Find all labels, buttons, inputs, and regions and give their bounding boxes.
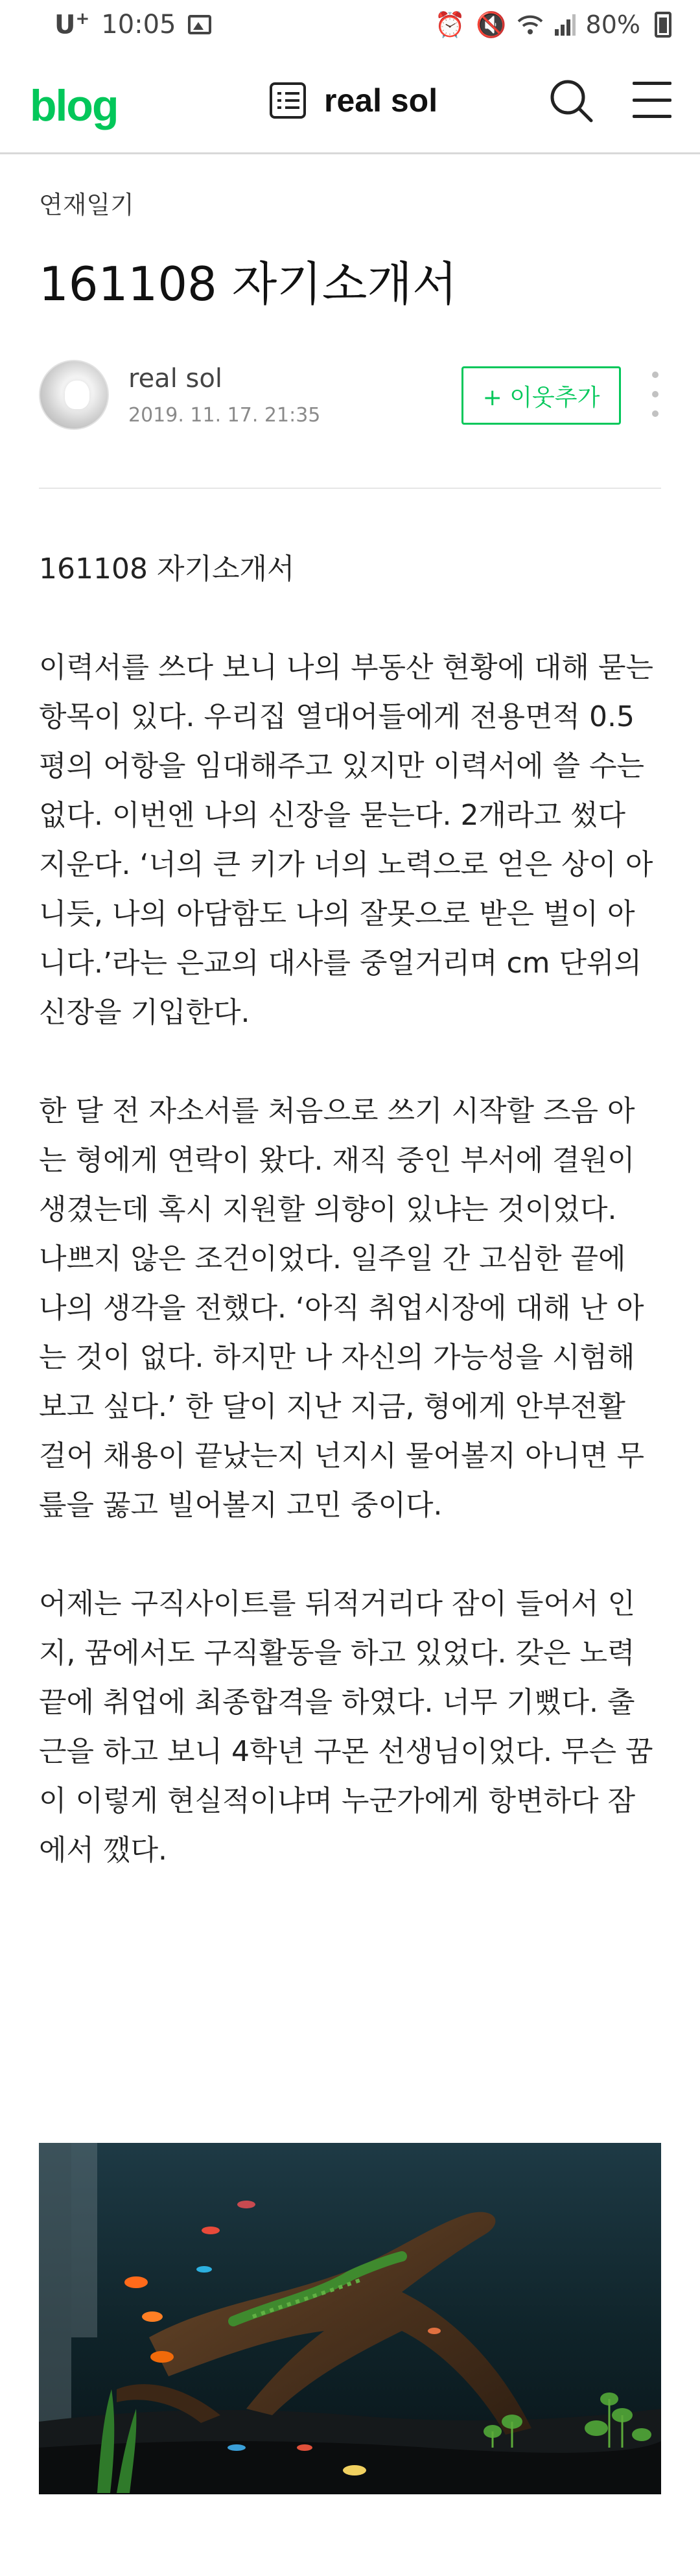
body-line: 지운다. ‘너의 큰 키가 너의 노력으로 얻은 상이 아 bbox=[39, 848, 653, 881]
status-bar bbox=[0, 0, 700, 49]
body-line: 한 달 전 자소서를 처음으로 쓰기 시작할 즈음 아 bbox=[39, 1094, 635, 1128]
signal-icon bbox=[554, 14, 576, 36]
battery-icon bbox=[655, 12, 671, 38]
body-line: 끝에 취업에 최종합격을 하였다. 너무 기뻤다. 출 bbox=[39, 1686, 635, 1719]
body-paragraphs bbox=[39, 643, 666, 1875]
body-line: 지, 꿈에서도 구직활동을 하고 있었다. 갖은 노력 bbox=[39, 1637, 635, 1670]
image-icon bbox=[188, 15, 211, 34]
battery-percent: 80% bbox=[585, 10, 640, 39]
body-line: 보고 싶다.’ 한 달이 지난 지금, 형에게 안부전활 bbox=[39, 1390, 625, 1423]
more-options-icon[interactable] bbox=[651, 372, 660, 417]
body-line: 나의 생각을 전했다. ‘아직 취업시장에 대해 난 아 bbox=[39, 1292, 644, 1325]
body-line: 니다.’라는 은교의 대사를 중얼거리며 cm 단위의 bbox=[39, 947, 642, 980]
list-icon bbox=[270, 82, 306, 119]
divider bbox=[39, 488, 661, 489]
post-category[interactable]: 연재일기 bbox=[39, 191, 134, 219]
carrier-label: U+ bbox=[54, 9, 90, 40]
body-line: 근을 하고 보니 4학년 구몬 선생님이었다. 무슨 꿈 bbox=[39, 1735, 653, 1768]
post-date: 2019. 11. 17. 21:35 bbox=[128, 404, 321, 427]
body-line: 는 것이 없다. 하지만 나 자신의 가능성을 시험해 bbox=[39, 1341, 635, 1374]
mute-icon: 🔇 bbox=[476, 10, 507, 39]
menu-icon[interactable] bbox=[633, 82, 671, 118]
body-line: 이력서를 쓰다 보니 나의 부동산 현황에 대해 묻는 bbox=[39, 651, 653, 684]
body-line: 걸어 채용이 끝났는지 넌지시 물어볼지 아니면 무 bbox=[39, 1439, 644, 1472]
post-title: 161108 자기소개서 bbox=[39, 257, 458, 311]
body-line: 릎을 꿇고 빌어볼지 고민 중이다. bbox=[39, 1489, 443, 1522]
body-line: 평의 어항을 임대해주고 있지만 이력서에 쓸 수는 bbox=[39, 750, 644, 783]
body-line: 신장을 기입한다. bbox=[39, 996, 250, 1029]
post-body bbox=[39, 545, 666, 1924]
alarm-icon: ⏰ bbox=[434, 10, 466, 39]
body-line: 나쁘지 않은 조건이었다. 일주일 간 고심한 끝에 bbox=[39, 1242, 626, 1275]
body-paragraph bbox=[39, 1579, 666, 1875]
body-paragraph bbox=[39, 1087, 666, 1530]
body-paragraph bbox=[39, 643, 666, 1037]
body-line: 어제는 구직사이트를 뒤적거리다 잠이 들어서 인 bbox=[39, 1587, 636, 1620]
body-line: 는 형에게 연락이 왔다. 재직 중인 부서에 결원이 bbox=[39, 1144, 635, 1177]
add-neighbor-button[interactable]: + 이웃추가 bbox=[461, 366, 621, 425]
clock: 10:05 bbox=[101, 9, 176, 40]
blog-logo[interactable]: blog bbox=[30, 81, 118, 130]
author-row bbox=[39, 360, 661, 431]
avatar[interactable] bbox=[39, 360, 109, 430]
body-line: 항목이 있다. 우리집 열대어들에게 전용면적 0.5 bbox=[39, 700, 635, 733]
blog-title-link[interactable] bbox=[270, 82, 438, 119]
body-heading: 161108 자기소개서 bbox=[39, 552, 295, 585]
body-line: 이 이렇게 현실적이냐며 누군가에게 항변하다 잠 bbox=[39, 1784, 636, 1817]
body-line: 니듯, 나의 아담함도 나의 잘못으로 받은 벌이 아 bbox=[39, 897, 635, 930]
blog-name: real sol bbox=[324, 82, 438, 119]
wifi-icon bbox=[517, 14, 543, 36]
body-line: 없다. 이번엔 나의 신장을 묻는다. 2개라고 썼다 bbox=[39, 799, 625, 832]
search-icon[interactable] bbox=[548, 78, 594, 123]
author-name[interactable]: real sol bbox=[128, 364, 222, 394]
body-line: 에서 깼다. bbox=[39, 1834, 167, 1867]
status-bar-left bbox=[54, 9, 211, 40]
aquarium-photo[interactable] bbox=[39, 2143, 661, 2494]
status-bar-right bbox=[435, 10, 671, 40]
body-line: 생겼는데 혹시 지원할 의향이 있냐는 것이었다. bbox=[39, 1193, 617, 1226]
app-header bbox=[0, 49, 700, 154]
